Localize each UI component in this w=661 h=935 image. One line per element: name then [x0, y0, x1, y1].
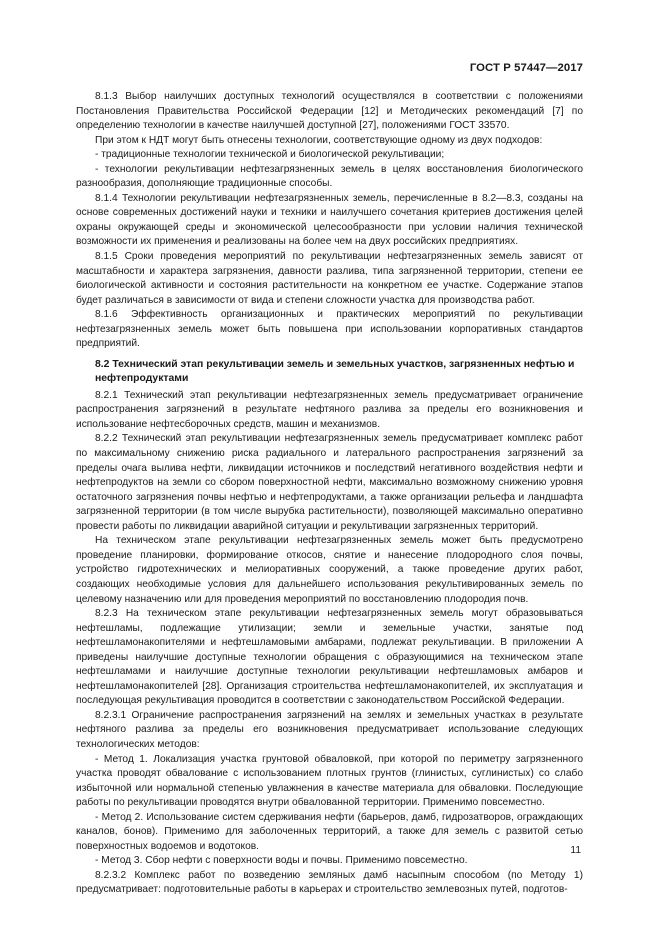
list-item-method-3: - Метод 3. Сбор нефти с поверхности воды и почвы. Применимо повсеместно.: [95, 855, 468, 867]
document-header: ГОСТ Р 57447—2017: [469, 62, 583, 74]
list-item: - традиционные технологии технической и биологической рекультивации;: [95, 149, 445, 161]
paragraph-8-2-1: 8.2.1 Технический этап рекультивации нефтезагрязненных земель предусматривает ограничение распространения загрязнений в результате нефтяного разлива за пределы его возникновения и использование нефтесборочных средств, машин и механизмов.: [76, 389, 583, 430]
page-number: 11: [570, 845, 581, 856]
paragraph-8-2-3: 8.2.3 На техническом этапе рекультивации нефтезагрязненных земель могут образовываться нефтешламы, подлежащие утилизации; земли и земельные участки, занятые под нефтешламонакопителями и нефтешламовыми амбарами, подлежат рекультивации. В приложении А приведены наилучшие доступные технологии обращения с образующимися на техническом этапе нефтешламами и наилучшие доступные технологии рекультивации нефтешламовых амбаров и нефтешламонакопителей [28]. Организация строительства нефтешламонакопителей, их эксплуатация и последующая рекультивация проводится в соответствии с законодательством Российской Федерации.: [76, 608, 583, 707]
paragraph-technical-stage: На техническом этапе рекультивации нефтезагрязненных земель может быть предусмотрено проведение планировки, формирование откосов, снятие и нанесение плодородного слоя почвы, устройство гидротехнических и мелиоративных сооружений, а также проведение других работ, создающих необходимые условия для дальнейшего использования рекультивированных земель по целевому назначению или для проведения мероприятий по восстановлению плодородия почв.: [76, 535, 583, 605]
list-item-method-1: - Метод 1. Локализация участка грунтовой обваловкой, при которой по периметру загрязненного участка проводят обвалование с использованием плотных грунтов (глинистых, суглинистых) со слабо избыточной или нормальной степенью увлажнения в качестве материала для обваловки. Последующие работы по рекультивации проводятся внутри обвалованной территории. Применимо повсеместно.: [76, 753, 583, 809]
paragraph-8-1-6: 8.1.6 Эффективность организационных и практических мероприятий по рекультивации нефтезагрязненных земель может быть повышена при использовании корпоративных стандартов предприятий.: [76, 309, 583, 350]
paragraph-8-2-2: 8.2.2 Технический этап рекультивации нефтезагрязненных земель предусматривает комплекс работ по максимальному снижению риска радиального и латерального распространения загрязнений за пределы очага вылива нефти, ликвидации источников и последствий негативного воздействия нефти и нефтепродуктов на земли со сбором поверхностной нефти, максимально возможному снижению уровня остаточного загрязнения почвы нефтью и нефтепродуктами, а также организации рельефа и ландшафта загрязненной территории (в том числе вырубка растительности), позволяющей максимально оперативно провести работы по ликвидации аварийной ситуации и рекультивации загрязненных территорий.: [76, 433, 583, 532]
paragraph-8-2-3-1: 8.2.3.1 Ограничение распространения загрязнений на землях и земельных участках в результате нефтяного разлива за пределы его возникновения предусматривает использование следующих технологических методов:: [76, 709, 583, 750]
paragraph-8-1-5: 8.1.5 Сроки проведения мероприятий по рекультивации нефтезагрязненных земель зависят от масштабности и характера загрязнения, давности разлива, типа загрязненной территории, степени ее биологической активности и состояния растительности на конкретном ее участке. Содержание этапов будет различаться в зависимости от вида и степени сложности участка для производства работ.: [76, 251, 583, 306]
section-heading-8-2: 8.2 Технический этап рекультивации земель и земельных участков, загрязненных нефтью и нефтепродуктами: [95, 358, 575, 384]
paragraph-8-2-3-2: 8.2.3.2 Комплекс работ по возведению земляных дамб насыпным способом (по Методу 1) предусматривает: подготовительные работы в карьерах и строительство землевозных путей, подготов-: [76, 869, 583, 896]
list-item: - технологии рекультивации нефтезагрязненных земель в целях восстановления биологического разнообразия, дополняющие традиционные способы.: [76, 163, 583, 190]
paragraph-8-1-3: 8.1.3 Выбор наилучших доступных технологий осуществлялся в соответствии с положениями Постановления Правительства Российской Федерации [12] и Методических рекомендаций [7] по определению технологии в качестве наилучшей доступной [27], положениями ГОСТ 33570.: [76, 91, 583, 132]
paragraph-8-1-4: 8.1.4 Технологии рекультивации нефтезагрязненных земель, перечисленные в 8.2—8.3, созданы на основе современных достижений науки и техники и наилучшего сочетания критериев достижения целей охраны окружающей среды и экономической целесообразности при условии наличия технической возможности их применения и реализованы на более чем на двух российских предприятиях.: [76, 192, 583, 248]
list-item-method-2: - Метод 2. Использование систем сдерживания нефти (барьеров, дамб, гидрозатворов, ограждающих каналов, бонов). Применимо для заболоченных территорий, а также для земель с развитой сетью поверхностных водоемов и водотоков.: [76, 811, 583, 852]
document-body: [76, 90, 583, 898]
paragraph-ndt-intro: При этом к НДТ могут быть отнесены технологии, соответствующие одному из двух подходов:: [95, 134, 543, 146]
